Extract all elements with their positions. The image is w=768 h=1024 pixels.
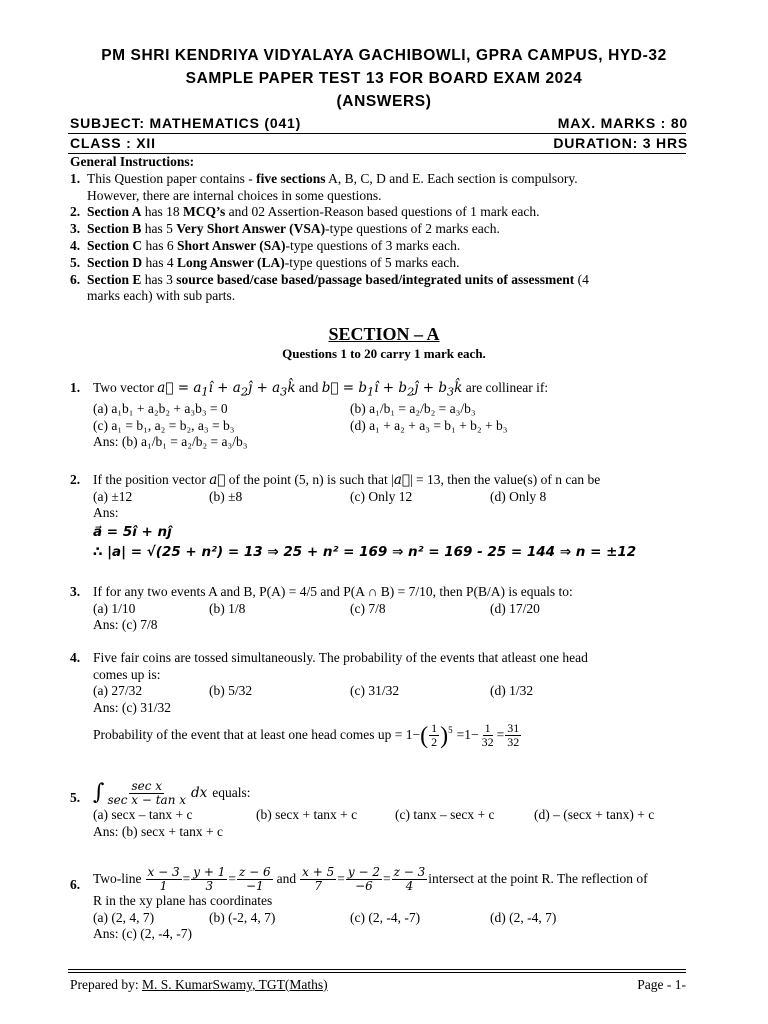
subject-row — [70, 115, 688, 131]
option-c: (c) 31/32 — [350, 683, 400, 698]
options-row — [93, 683, 688, 700]
question-text: If for any two events A and B, P(A) = 4/5 and P(A ∩ B) = 7/10, then P(B/A) is equals to: — [93, 584, 573, 599]
question-text: Two vector a⃗ = $a_1î$ + $a_2ĵ$ + $a_3k̂$ and b⃗ = $b_1î$ + $b_2ĵ$ + $b_3k̂$ are collinear if: — [93, 380, 549, 399]
question-text: Two-line $\frac{x - 3}{1}$ = $\frac{y + 1}{3}$ = $\frac{z - 6}{-1}$ and $\frac{x + 5}{7}$ = $\frac{y - 2}{-6}$ = $\frac{z - 3}{4}$ intersect at the point R. The reflection of — [93, 865, 648, 893]
option-c: (c) tanx – secx + c — [395, 807, 495, 822]
option-a: (a) ±12 — [93, 488, 133, 504]
instruction-item: 5. Section D has 4 Long Answer (LA)-type questions of 5 marks each. — [70, 254, 460, 270]
answer: Ans: — [93, 505, 119, 520]
answer-working-2: ∴ |a| = √(25 + n²) = 13 ⇒ 25 + n² = 169 ⇒ n² = 169 - 25 = 144 ⇒ n = ±12 — [93, 544, 637, 560]
instruction-item: 2. Section A has 18 MCQ’s and 02 Assertion-Reason based questions of 1 mark each. — [70, 204, 540, 220]
options-row — [93, 910, 688, 927]
answer: Ans: (c) 7/8 — [93, 617, 158, 632]
question-5 — [70, 780, 688, 840]
option-c: (c) a₁ = b₁, a₂ = b₂, a₃ = b₃ — [93, 417, 235, 433]
class: CLASS : XII — [70, 135, 156, 151]
question-number: 5. — [70, 790, 81, 805]
footer — [70, 977, 686, 993]
options-row — [93, 489, 688, 506]
question-6 — [70, 866, 688, 943]
prepared-by: Prepared by: M. S. KumarSwamy, TGT(Maths) — [70, 977, 328, 992]
answer: Ans: (c) (2, -4, -7) — [93, 926, 192, 941]
question-4 — [70, 650, 688, 749]
question-text: Five fair coins are tossed simultaneously. The probability of the events that atleast one head — [93, 650, 588, 665]
option-b: (b) 1/8 — [209, 600, 246, 616]
options-row — [93, 418, 688, 435]
question-number: 3. — [70, 584, 81, 599]
instruction-item: 1. This Question paper contains - five sections A, B, C, D and E. Each section is compulsory. — [70, 170, 578, 186]
option-b: (b) a₁/b₁ = a₂/b₂ = a₃/b₃ — [350, 401, 476, 417]
option-b: (b) ±8 — [209, 488, 243, 504]
answer-working-1: a⃗ = 5î + nĵ — [93, 523, 172, 540]
question-1 — [70, 380, 688, 451]
option-b: (b) secx + tanx + c — [256, 807, 358, 822]
question-number: 4. — [70, 650, 81, 665]
vector-a-expr: a⃗ = $a_1î$ + $a_2ĵ$ + $a_3k̂$ — [157, 380, 296, 399]
footer-divider — [68, 972, 686, 973]
question-text: ∫ $\frac{\text{sec x}}{\text{sec x − tan x}}$ dx equals: — [93, 779, 251, 807]
option-d: (d) – (secx + tanx) + c — [534, 807, 655, 822]
question-text-cont: R in the xy plane has coordinates — [93, 893, 273, 908]
option-d: (d) a₁ + a₂ + a₃ = b₁ + b₂ + b₃ — [350, 417, 508, 433]
option-a: (a) a₁b₁ + a₂b₂ + a₃b₃ = 0 — [93, 401, 228, 417]
option-c: (c) (2, -4, -7) — [350, 909, 421, 925]
option-d: (d) Only 8 — [490, 488, 547, 504]
school-name: PM SHRI KENDRIYA VIDYALAYA GACHIBOWLI, GPRA CAMPUS, HYD-32 — [101, 47, 667, 64]
class-row — [70, 135, 688, 151]
integral-sign: ∫ — [93, 780, 105, 806]
section-title: SECTION – A — [328, 324, 440, 344]
section-subtitle: Questions 1 to 20 carry 1 mark each. — [282, 346, 486, 361]
vector-b-expr: b⃗ = $b_1î$ + $b_2ĵ$ + $b_3k̂$ — [321, 380, 463, 399]
answer-working: Probability of the event that at least one head comes up = 1− ( $\frac{1}{2}$ ) $^5$ =1− $\frac{1}{32}$ = $\frac{31}{32}$ — [93, 721, 520, 749]
option-d: (d) 1/32 — [490, 683, 534, 698]
option-d: (d) (2, -4, 7) — [490, 909, 557, 925]
instructions-title: General Instructions: — [70, 154, 195, 169]
option-b: (b) 5/32 — [209, 683, 253, 698]
instruction-item: 6. Section E has 3 source based/case based/passage based/integrated units of assessment (4 — [70, 271, 589, 287]
answer: Ans: (c) 31/32 — [93, 699, 171, 715]
instruction-item: 4. Section C has 6 Short Answer (SA)-type questions of 3 marks each. — [70, 237, 461, 253]
answers-label: (ANSWERS) — [336, 93, 432, 110]
author: M. S. KumarSwamy, TGT(Maths) — [141, 977, 328, 992]
question-number: 2. — [70, 472, 81, 487]
options-row — [93, 401, 688, 418]
footer-divider — [68, 969, 686, 970]
test-title: SAMPLE PAPER TEST 13 FOR BOARD EXAM 2024 — [185, 70, 583, 87]
option-b: (b) (-2, 4, 7) — [209, 909, 276, 925]
option-c: (c) Only 12 — [350, 488, 413, 504]
options-row — [93, 601, 688, 618]
question-text-cont: comes up is: — [93, 666, 161, 682]
option-d: (d) 17/20 — [490, 600, 540, 616]
subject: SUBJECT: MATHEMATICS (041) — [70, 115, 302, 131]
options-row — [93, 807, 688, 824]
option-c: (c) 7/8 — [350, 600, 386, 616]
divider — [68, 133, 686, 134]
option-a: (a) (2, 4, 7) — [93, 909, 155, 925]
option-a: (a) 1/10 — [93, 600, 136, 616]
instruction-item-cont: However, there are internal choices in some questions. — [87, 187, 382, 203]
question-number: 1. — [70, 380, 81, 395]
max-marks: MAX. MARKS : 80 — [557, 115, 688, 131]
question-3 — [70, 584, 688, 634]
instruction-item: 3. Section B has 5 Very Short Answer (VSA)-type questions of 2 marks each. — [70, 221, 500, 237]
answer: Ans: (b) secx + tanx + c — [93, 823, 223, 839]
option-a: (a) secx – tanx + c — [93, 807, 193, 822]
question-text: If the position vector a⃗ of the point (5, n) is such that |a⃗| = 13, then the value(s) of n can be — [93, 472, 601, 488]
answer: Ans: (b) a₁/b₁ = a₂/b₂ = a₃/b₃ — [93, 434, 248, 450]
page-number: Page - 1- — [637, 977, 686, 992]
general-instructions — [70, 154, 589, 305]
duration: DURATION: 3 HRS — [553, 135, 688, 151]
question-2 — [70, 472, 688, 561]
option-a: (a) 27/32 — [93, 683, 143, 698]
instruction-item-cont: marks each) with sub parts. — [87, 288, 236, 304]
question-number: 6. — [70, 877, 81, 892]
